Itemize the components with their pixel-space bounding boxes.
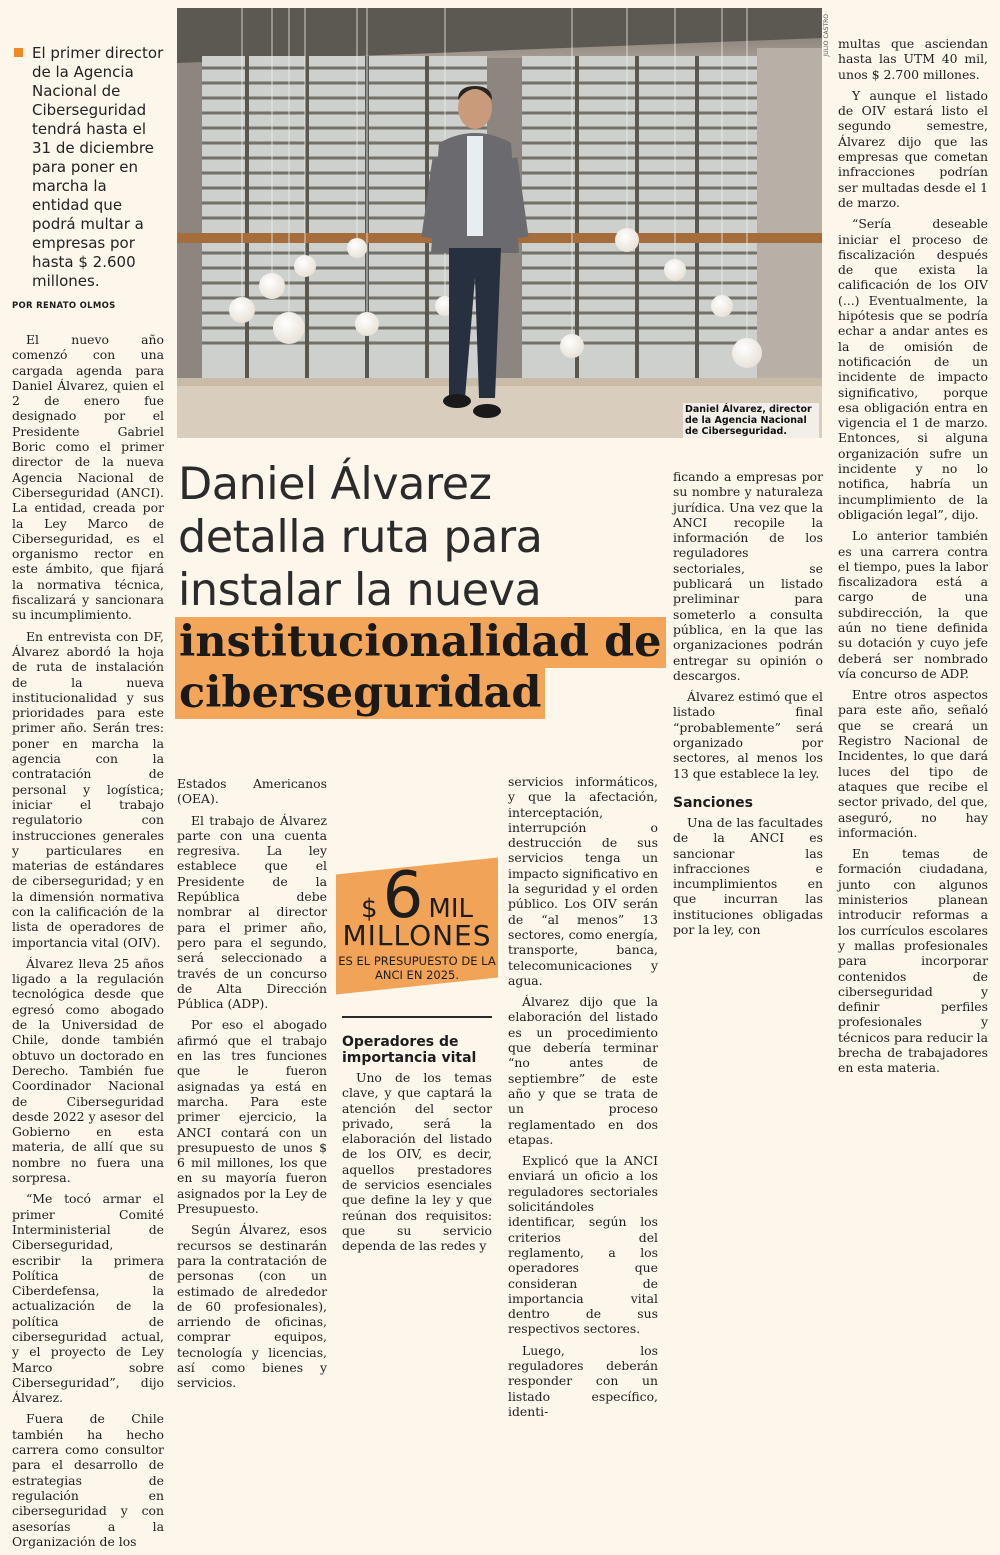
paragraph: Estados Americanos (OEA). [177,776,327,807]
paragraph: Según Álvarez, esos recursos se destinarán para la contratación de personas (con un estimado de alrededor de 60 profesionales), arriendo de oficinas, comprar equipos, tecnología y licencias, así como bienes y servicios. [177,1222,327,1391]
paragraph: Explicó que la ANCI enviará un oficio a los reguladores sectoriales solicitándoles identificar, según los criterios del reglamento, a los operadores que consideran de importancia vital dentro de sus respectivos sectores. [508,1153,658,1337]
paragraph: Y aunque el listado de OIV estará listo el segundo semestre, Álvarez dijo que las empresas que cometan infracciones podrían ser multadas desde el 1 de marzo. [838,87,988,210]
article-photo [177,8,822,438]
article-column-5 [673,469,823,943]
section-heading: Operadores de importancia vital [342,1034,477,1066]
paragraph: Álvarez dijo que la elaboración del listado es un procedimiento que debería terminar “no antes de septiembre” de este año y que se trata de un proceso reglamentado en dos etapas. [508,994,658,1147]
summary-box [14,44,164,291]
headline-line: Daniel Álvarez [178,459,492,510]
paragraph: multas que asciendan hasta las UTM 40 mil, unos $ 2.700 millones. [838,36,988,82]
article-column-2 [177,776,327,1397]
section-heading: Sanciones [673,794,754,811]
paragraph: servicios informáticos, y que la afectación, interceptación, interrupción o destrucción de sus servicios tenga un impacto significativo en la seguridad y el orden público. Los OIV serán de “al menos” 13 sectores, como energía, transporte, banca, telecomunicaciones y agua. [508,774,658,988]
article-column-3 [342,1030,492,1260]
paragraph: “Sería deseable iniciar el proceso de fiscalización después de que exista la calificación de los OIV (...) Eventualmente, la hipótesis que se podría echar a andar antes es la de omisión de notificación de un incidente de impacto significativo, porque esa obligación entra en vigencia el 1 de marzo. Entonces, si alguna organización sufre un incidente y no lo notifica, habría un incumplimiento de la obligación legal”, dijo. [838,216,988,522]
paragraph: En entrevista con DF, Álvarez abordó la hoja de ruta de instalación de la nueva institucionalidad y sus prioridades para este primer año. Serán tres: poner en marcha la agencia con la contratación de personal y logística; iniciar el trabajo regulatorio con instrucciones generales y particulares en materias de estándares de ciberseguridad; y en la dimensión normativa con la calificación de la lista de operadores de importancia vital (OIV). [12,628,164,950]
summary-text: El primer director de la Agencia Nacional de Ciberseguridad tendrá hasta el 31 de diciembre para poner en marcha la entidad que podrá multar a empresas por hasta $ 2.600 millones. [32,44,164,290]
headline [178,458,668,719]
stat-currency: $ [360,894,378,924]
photo-illustration [177,8,822,438]
stat-note: ES EL PRESUPUESTO DE LA ANCI EN 2025. [338,954,496,982]
article-column-1 [12,332,164,1555]
article-column-6 [838,36,988,1082]
stat-number: 6 [382,859,424,933]
byline: POR RENATO OLMOS [12,301,116,311]
paragraph: Luego, los reguladores deberán responder con un listado específico, identi- [508,1342,658,1419]
paragraph: Por eso el abogado afirmó que el trabajo en las tres funciones que le fueron asignadas ya está en marcha. Para este primer ejercicio, la ANCI contará con un presupuesto de unos $ 6 mil millones, los que en su mayoría fueron asignados por la Ley de Presupuesto. [177,1017,327,1217]
paragraph: Una de las facultades de la ANCI es sancionar las infracciones e incumplimientos en que incurran las instituciones obligadas por la ley, con [673,814,823,938]
paragraph: Lo anterior también es una carrera contra el tiempo, pues la labor fiscalizadora está a cargo de una subdirección, la que aún no tiene definida su dotación y cuyo jefe deberá ser nombrado vía concurso de ADP. [838,528,988,681]
paragraph: Álvarez estimó que el listado final “probablemente” será organizado por sectores, al menos los 13 que establece la ley. [673,689,823,781]
paragraph: El nuevo año comenzó con una cargada agenda para Daniel Álvarez, quien el 2 de enero fue designado por el Presidente Gabriel Boric como el primer director de la nueva Agencia Nacional de Ciberseguridad (ANCI). La entidad, creada por la Ley Marco de Ciberseguridad, es el organismo rector en este ámbito, que fijará la normativa técnica, fiscalizará y sancionara su incumplimiento. [12,332,164,623]
paragraph: “Me tocó armar el primer Comité Interministerial de Ciberseguridad, escribir la primera Política de Ciberdefensa, la actualización de la política de ciberseguridad actual, y el proyecto de Ley Marco sobre Ciberseguridad”, dijo Álvarez. [12,1191,164,1406]
photo-caption: Daniel Álvarez, director de la Agencia Nacional de Ciberseguridad. [683,403,819,438]
article-column-4 [508,774,658,1425]
bullet-square-icon [14,48,23,57]
stat-unit-2: MILLONES [342,919,492,952]
paragraph: Entre otros aspectos para este año, señaló que se creará un Registro Nacional de Incidentes, lo que dará luces del tipo de ataques que recibe el sector privado, del que, aseguró, no hay información. [838,687,988,840]
headline-highlight: institucionalidad de [175,617,666,668]
paragraph: En temas de formación ciudadana, junto con algunos ministerios planean introducir reformas a los currículos escolares y mallas profesionales para incorporar contenidos de ciberseguridad y definir perfiles profesionales y técnicos para reducir la brecha de trabajadores en esta materia. [838,846,988,1076]
headline-line: instalar la nueva [178,565,542,616]
photo-credit: JULIO CASTRO [823,14,830,57]
paragraph: Uno de los temas clave, y que captará la atención del sector privado, será la elaboración del listado de los OIV, es decir, aquellos prestadores de servicios esenciales que define la ley y que reúnan dos requisitos: que su servicio dependa de las redes y [342,1070,492,1254]
headline-line: detalla ruta para [178,512,543,563]
section-rule [342,1016,492,1018]
stat-callout [336,859,498,1006]
paragraph: Fuera de Chile también ha hecho carrera como consultor para el desarrollo de estrategias de regulación en ciberseguridad y con asesorías a la Organización de los [12,1411,164,1549]
paragraph: Álvarez lleva 25 años ligado a la regulación tecnológica desde que egresó como abogado de la Universidad de Chile, donde también obtuvo un doctorado en Derecho. También fue Coordinador Nacional de Ciberseguridad desde 2022 y asesor del Gobierno en esta materia, de allí que su nombre no fuera una sorpresa. [12,955,164,1186]
paragraph: El trabajo de Álvarez parte con una cuenta regresiva. La ley establece que el Presidente de la República debe nombrar al director para el primer año, pero para el segundo, será seleccionado a través de un concurso de Alta Dirección Pública (ADP). [177,812,327,1012]
headline-highlight: ciberseguridad [175,668,545,719]
stat-unit: MIL [428,894,474,924]
paragraph: ficando a empresas por su nombre y naturaleza jurídica. Una vez que la ANCI recopile la información de los reguladores sectoriales, se publicará un listado preliminar para someterlo a consulta pública, en la que las organizaciones podrán entregar su opinión o descargos. [673,469,823,683]
